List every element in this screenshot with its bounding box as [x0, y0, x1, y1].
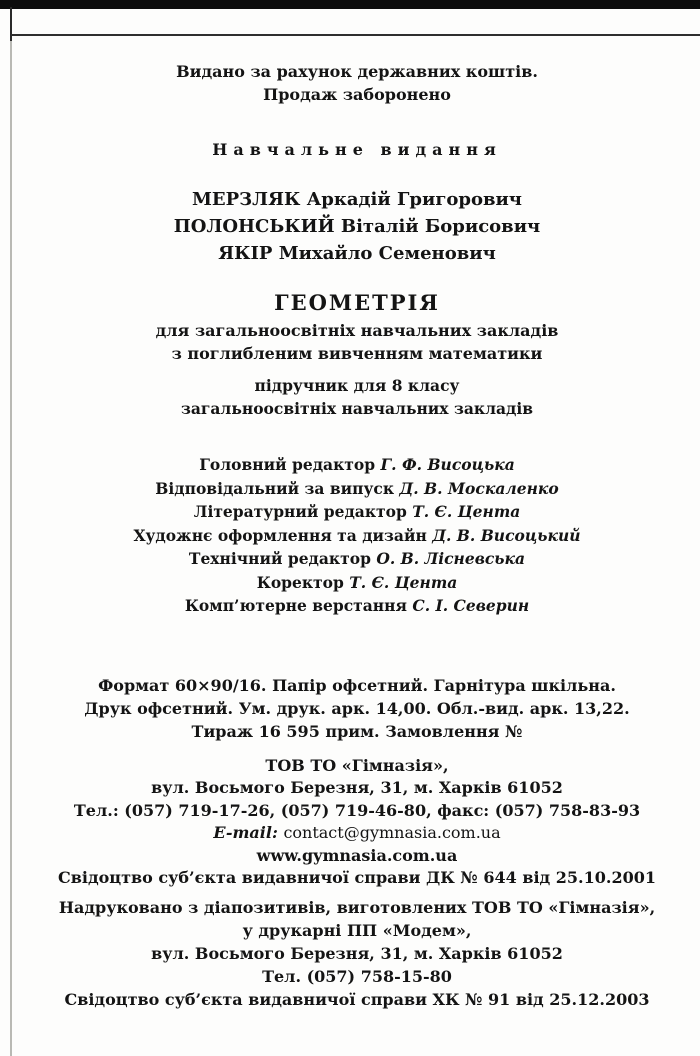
scan-edge-left	[10, 7, 12, 1056]
title-subtitle-line: для загальноосвітніх навчальних закладів	[155, 321, 559, 340]
staff-role: Художнє оформлення та дизайн	[133, 525, 427, 545]
edition-note-line: загальноосвітніх навчальних закладів	[180, 399, 534, 418]
staff-role: Головний редактор	[199, 455, 376, 474]
staff-name: Д. В. Висоцький	[432, 525, 581, 545]
staff-credits	[14, 453, 700, 618]
staff-credit-line	[14, 524, 700, 548]
staff-role: Технічний редактор	[188, 549, 371, 568]
publisher-info	[14, 755, 700, 890]
staff-credit-line	[14, 500, 700, 524]
staff-name: Т. Є. Цента	[349, 572, 458, 592]
staff-role: Коректор	[256, 572, 344, 592]
edition-note	[14, 374, 700, 420]
author-name: ПОЛОНСЬКИЙ Віталій Борисович	[173, 216, 541, 237]
title-subtitle-line: з поглибленим вивченням математики	[171, 344, 543, 363]
author-name: ЯКІР Михайло Семенович	[218, 243, 496, 264]
publisher-phones: Тел.: (057) 719-17-26, (057) 719-46-80, факс: (057) 758-83-93	[73, 800, 641, 820]
print-spec-line: Друк офсетний. Ум. друк. арк. 14,00. Обл.-вид. арк. 13,22.	[84, 698, 630, 718]
printer-line: Свідоцтво суб’єкта видавничої справи ХК № 91 від 25.12.2003	[64, 989, 650, 1009]
publisher-email-line	[14, 822, 700, 845]
print-spec-line: Тираж 16 595 прим. Замовлення №	[191, 721, 523, 741]
staff-role: Літературний редактор	[193, 502, 407, 521]
edition-note-line: підручник для 8 класу	[254, 376, 460, 395]
state-funding-notice	[14, 60, 700, 106]
print-spec-line: Формат 60×90/16. Папір офсетний. Гарнітура шкільна.	[98, 675, 616, 695]
staff-name: Г. Ф. Висоцька	[380, 455, 515, 474]
edition-type: Навчальне видання	[212, 140, 502, 159]
title-subtitle	[14, 319, 700, 365]
staff-credit-line	[14, 477, 700, 501]
staff-role: Комп’ютерне верстання	[184, 596, 407, 615]
publisher-address: вул. Восьмого Березня, 31, м. Харків 61052	[151, 778, 563, 797]
email-address: contact@gymnasia.com.ua	[283, 823, 501, 842]
publisher-certificate: Свідоцтво суб’єкта видавничої справи ДК № 644 від 25.10.2001	[58, 868, 656, 887]
staff-name: О. В. Лісневська	[376, 549, 526, 568]
publisher-name: ТОВ ТО «Гімназія»,	[265, 755, 449, 775]
staff-name: Т. Є. Цента	[412, 502, 521, 521]
staff-credit-line	[14, 453, 700, 477]
printer-line: вул. Восьмого Березня, 31, м. Харків 61052	[151, 943, 563, 963]
staff-name: С. І. Северин	[412, 596, 530, 615]
staff-name: Д. В. Москаленко	[399, 478, 559, 498]
staff-credit-line	[14, 571, 700, 595]
notice-line: Продаж заборонено	[263, 85, 451, 104]
printer-line: Тел. (057) 758-15-80	[262, 966, 452, 986]
author-name: МЕРЗЛЯК Аркадій Григорович	[192, 189, 522, 210]
printer-line: Надруковано з діапозитивів, виготовлених ТОВ ТО «Гімназія»,	[58, 897, 656, 917]
authors-list	[14, 186, 700, 267]
printer-line: у друкарні ПП «Модем»,	[242, 920, 472, 940]
staff-credit-line	[14, 547, 700, 571]
email-label: E-mail:	[213, 823, 278, 842]
notice-line: Видано за рахунок державних коштів.	[176, 62, 538, 81]
staff-credit-line	[14, 594, 700, 618]
publisher-website: www.gymnasia.com.ua	[256, 845, 458, 865]
printing-house-info	[14, 896, 700, 1011]
print-specifications	[14, 674, 700, 743]
book-title: ГЕОМЕТРІЯ	[274, 290, 440, 315]
staff-role: Відповідальний за випуск	[155, 478, 395, 498]
imprint-content	[14, 0, 700, 1011]
